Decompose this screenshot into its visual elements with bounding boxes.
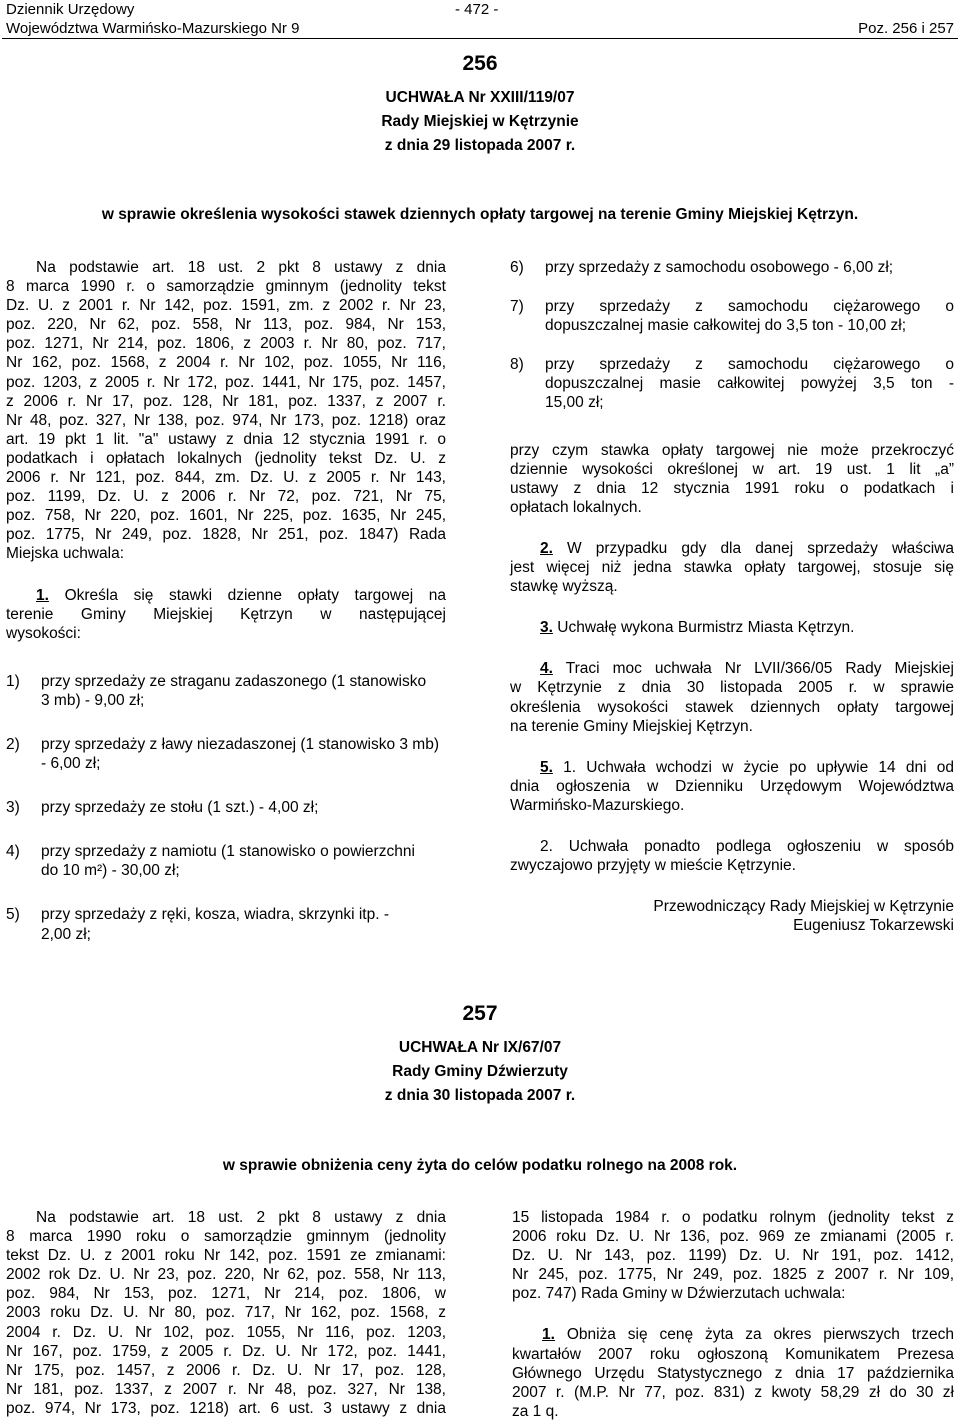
- journal-title: [6, 0, 299, 38]
- par2-line: W przypadku gdy dla danej sprzedaży właściwa: [567, 539, 954, 557]
- doc256-date: z dnia 29 listopada 2007 r.: [384, 137, 576, 154]
- basis-line: tekst Dz. U. z 2001 roku Nr 142, poz. 1591 ze zmianami:: [6, 1247, 446, 1265]
- rate-item-text: przy sprzedaży ze straganu zadaszonego (1 stanowisko: [41, 672, 427, 690]
- cap-line: ustawy z dnia 12 stycznia 1991 roku o podatkach i: [510, 479, 954, 497]
- par1-text-line: Określa się stawki dzienne opłaty targowej na: [64, 586, 446, 604]
- cap-line: przy czym stawka opłaty targowej nie może przekroczyć: [510, 441, 954, 459]
- par4-line: Traci moc uchwała Nr LVII/366/05 Rady Miejskiej: [565, 660, 954, 678]
- par1-line: za 1 q.: [512, 1402, 559, 1420]
- rate-item-text: przy sprzedaży z ławy niezadaszonej (1 stanowisko 3 mb): [41, 735, 440, 753]
- doc257-left-column: [6, 1208, 446, 1418]
- rate-item-text: - 6,00 zł;: [41, 755, 101, 773]
- rate-list-left: [6, 672, 446, 944]
- rate-item-text: przy sprzedaży z samochodu ciężarowego o: [545, 298, 954, 316]
- par5-2-line: 2. Uchwała ponadto podlega ogłoszeniu w sposób: [540, 837, 954, 855]
- rate-cap-note: [510, 441, 954, 517]
- rate-item-text: przy sprzedaży ze stołu (1 szt.) - 4,00 zł;: [41, 799, 319, 817]
- par5-line: 1. Uchwała wchodzi w życie po upływie 14 dni od: [563, 758, 955, 776]
- journal-title-line1: Dziennik Urzędowy: [6, 1, 135, 18]
- rate-item: [6, 672, 446, 710]
- basis-line: 2006 roku Dz. U. Nr 136, poz. 969 ze zmianami (2005 r.: [512, 1228, 954, 1246]
- basis-line: Nr 181, poz. 1337, z 2007 r. Nr 48, poz. 327, Nr 138,: [6, 1380, 446, 1398]
- page-header: [0, 0, 960, 38]
- par4-line: w Kętrzynie z dnia 30 listopada 2005 r. w sprawie: [510, 679, 954, 697]
- rate-item-number: 1): [6, 672, 20, 690]
- basis-line: poz. 220, Nr 62, poz. 558, Nr 113, poz. 984, Nr 153,: [6, 316, 446, 334]
- rate-item-number: 6): [510, 259, 524, 276]
- basis-line: Dz. U. z 2001 r. Nr 142, poz. 1591, zm. z 2002 r. Nr 23,: [6, 297, 446, 315]
- basis-line: Nr 245, poz. 1775, Nr 249, poz. 1825 z 2007 r. Nr 109,: [512, 1266, 954, 1284]
- par1-line: 2007 r. (M.P. Nr 77, poz. 831) z kwoty 58,29 zł do 30 zł: [512, 1383, 954, 1401]
- doc256-par5: [510, 758, 954, 815]
- rate-item-text: przy sprzedaży z samochodu ciężarowego o: [545, 356, 954, 374]
- rate-item: [510, 355, 954, 412]
- doc256-number: 256: [462, 52, 498, 75]
- basis-line: Miejska uchwala:: [6, 545, 125, 563]
- par1-text-line: terenie Gminy Miejskiej Kętrzyn w następującej: [6, 605, 446, 623]
- basis-line: poz. 1271, Nr 214, poz. 1806, z 2003 r. Nr 80, poz. 717,: [6, 335, 446, 353]
- doc256-par2: [510, 539, 954, 596]
- rate-item-number: 7): [510, 298, 524, 316]
- rate-item-text: do 10 m²) - 30,00 zł;: [41, 862, 180, 880]
- basis-line: 2006 r. Nr 121, poz. 844, zm. Dz. U. z 2005 r. Nr 143,: [6, 469, 446, 487]
- doc256-par5-2: [510, 837, 954, 875]
- par2-line: jest więcej niż jedna stawka opłaty targowej, stosuje się: [510, 559, 954, 577]
- basis-line: poz. 974, Nr 173, poz. 1218) art. 6 ust. 3 ustawy z dnia: [6, 1399, 446, 1417]
- par1-number: 1.: [36, 586, 49, 604]
- page-number: - 472 -: [455, 1, 499, 18]
- rate-item-text: dopuszczalnej masie całkowitej powyżej 3,5 ton -: [545, 375, 954, 393]
- basis-line: Nr 162, poz. 1568, z 2004 r. Nr 102, poz. 1055, Nr 116,: [6, 354, 446, 372]
- par1-line: Głównego Urzędu Statystycznego z dnia 17 października: [512, 1364, 954, 1382]
- rate-item-text: 3 mb) - 9,00 zł;: [41, 691, 145, 709]
- basis-line: 8 marca 1990 roku o samorządzie gminnym (jednolity: [6, 1228, 446, 1246]
- basis-line: poz. 1199, Dz. U. z 2006 r. Nr 72, poz. 721, Nr 75,: [6, 488, 446, 506]
- basis-line: 8 marca 1990 r. o samorządzie gminnym (jednolity tekst: [6, 278, 446, 296]
- par5-line: dnia ogłoszenia w Dzienniku Urzędowym Województwa: [510, 777, 954, 795]
- header-divider: [2, 38, 958, 39]
- par5-2-line: zwyczajowo przyjęty w mieście Kętrzynie.: [510, 857, 796, 875]
- journal-title-line2: Województwa Warmińsko-Mazurskiego Nr 9: [6, 20, 300, 37]
- doc256-left-column: [6, 258, 446, 944]
- rate-item-text: przy sprzedaży z namiotu (1 stanowisko o powierzchni: [41, 843, 415, 861]
- doc256-subject: w sprawie określenia wysokości stawek dziennych opłaty targowej na terenie Gminy Miejskiej Kętrzyn.: [101, 206, 859, 223]
- cap-line: dziennie wysokości określonej w art. 19 ust. 1 lit „a”: [510, 460, 954, 478]
- rate-item: [6, 798, 446, 817]
- doc256-basis: [6, 258, 446, 564]
- doc257-number: 257: [462, 1002, 498, 1025]
- position-range: Poz. 256 i 257: [858, 20, 954, 37]
- basis-line: poz. 758, Nr 220, poz. 1601, Nr 225, poz. 1635, Nr 245,: [6, 507, 446, 525]
- rate-item-text: 2,00 zł;: [41, 925, 91, 943]
- rate-item-text: przy sprzedaży z ręki, kosza, wiadra, skrzynki itp. -: [41, 906, 389, 924]
- par1-number: 1.: [542, 1326, 555, 1344]
- par4-line: określenia wysokości stawek dziennych opłaty targowej: [510, 698, 954, 716]
- rate-item-number: 8): [510, 356, 524, 374]
- par1-line: Obniża się cenę żyta za okres pierwszych trzech: [566, 1326, 954, 1344]
- rate-item-number: 4): [6, 843, 20, 861]
- doc256-par4: [510, 659, 954, 735]
- doc256-par3: [510, 618, 954, 637]
- basis-line: Nr 167, poz. 1759, z 2005 r. Dz. U. Nr 172, poz. 1441,: [6, 1342, 446, 1360]
- par3-text: Uchwałę wykona Burmistrz Miasta Kętrzyn.: [557, 619, 855, 637]
- doc257-date: z dnia 30 listopada 2007 r.: [384, 1087, 576, 1104]
- par4-line: na terenie Gminy Miejskiej Kętrzyn.: [510, 717, 753, 735]
- basis-line: Nr 48, poz. 327, Nr 138, poz. 974, Nr 173, poz. 1218) oraz: [6, 411, 446, 429]
- rate-item-number: 5): [6, 906, 20, 924]
- doc256-right-column: [510, 258, 954, 935]
- doc257-title: UCHWAŁA Nr IX/67/07: [398, 1039, 562, 1056]
- cap-line: opłatach lokalnych.: [510, 498, 642, 516]
- basis-line: poz. 1203, z 2005 r. Nr 172, poz. 1441, Nr 175, poz. 1457,: [6, 373, 446, 391]
- par1-line: kwartałów 2007 roku ogłoszoną Komunikatem Prezesa: [512, 1345, 954, 1363]
- basis-line: podatkach i opłatach lokalnych (jednolity tekst Dz. U. z: [6, 449, 446, 467]
- par2-line: stawkę wyższą.: [510, 578, 618, 596]
- doc257-subject: w sprawie obniżenia ceny żyta do celów podatku rolnego na 2008 rok.: [222, 1157, 738, 1174]
- signature-role: Przewodniczący Rady Miejskiej w Kętrzynie: [653, 898, 954, 916]
- par3-number: 3.: [540, 619, 553, 637]
- rate-item: [510, 258, 954, 277]
- basis-line: 2004 r. Dz. U. Nr 102, poz. 1055, Nr 116, poz. 1203,: [6, 1323, 446, 1341]
- par4-number: 4.: [540, 660, 553, 678]
- par5-line: Warmińsko-Mazurskiego.: [510, 796, 685, 814]
- doc256-title: UCHWAŁA Nr XXIII/119/07: [385, 89, 575, 106]
- rate-item: [510, 297, 954, 335]
- par2-number: 2.: [540, 539, 553, 557]
- rate-item: [6, 842, 446, 880]
- basis-line: Nr 175, poz. 1457, z 2006 r. Dz. U. Nr 17, poz. 128,: [6, 1361, 446, 1379]
- basis-line: 2003 roku Dz. U. Nr 80, poz. 717, Nr 162, poz. 1568, z: [6, 1304, 446, 1322]
- signature-name: Eugeniusz Tokarzewski: [793, 917, 954, 935]
- basis-line: poz. 747) Rada Gminy w Dźwierzutach uchwala:: [512, 1285, 846, 1303]
- basis-line: z 2006 r. Nr 17, poz. 128, Nr 181, poz. 1337, z 2007 r.: [6, 392, 446, 410]
- rate-item: [6, 735, 446, 773]
- par5-number: 5.: [540, 758, 553, 776]
- rate-item-text: 15,00 zł;: [545, 394, 604, 412]
- rate-item-number: 3): [6, 799, 20, 817]
- basis-line: Na podstawie art. 18 ust. 2 pkt 8 ustawy z dnia: [36, 1209, 446, 1226]
- doc256-signature: [510, 897, 954, 935]
- basis-line: poz. 1775, Nr 249, poz. 1828, Nr 251, poz. 1847) Rada: [6, 526, 446, 544]
- doc257-right-column: [512, 1208, 954, 1421]
- rate-item: [6, 905, 446, 943]
- rate-item-number: 2): [6, 735, 20, 753]
- basis-line: Na podstawie art. 18 ust. 2 pkt 8 ustawy z dnia: [36, 259, 446, 276]
- rate-item-text: przy sprzedaży z samochodu osobowego - 6,00 zł;: [545, 259, 894, 276]
- doc256-par1: [6, 586, 446, 643]
- rate-list-right: [510, 258, 954, 413]
- doc257-heading: [0, 1000, 960, 1108]
- doc256-heading: [0, 50, 960, 158]
- basis-line: 2002 rok Dz. U. Nr 23, poz. 220, Nr 62, poz. 558, Nr 113,: [6, 1266, 446, 1284]
- par1-text-line: wysokości:: [6, 624, 81, 642]
- basis-line: Dz. U. Nr 143, poz. 1199) Dz. U. Nr 191, poz. 1412,: [512, 1247, 954, 1265]
- basis-line: art. 19 pkt 1 lit. "a" ustawy z dnia 12 stycznia 1991 r. o: [6, 430, 446, 448]
- doc256-issuer: Rady Miejskiej w Kętrzynie: [381, 113, 579, 130]
- rate-item-text: dopuszczalnej masie całkowitej do 3,5 ton - 10,00 zł;: [545, 317, 907, 335]
- doc257-par1: [512, 1325, 954, 1420]
- basis-line: 15 listopada 1984 r. o podatku rolnym (jednolity tekst z: [512, 1209, 954, 1226]
- doc257-issuer: Rady Gminy Dźwierzuty: [392, 1063, 568, 1080]
- basis-line: poz. 984, Nr 153, poz. 1271, Nr 214, poz. 1806, w: [6, 1285, 446, 1303]
